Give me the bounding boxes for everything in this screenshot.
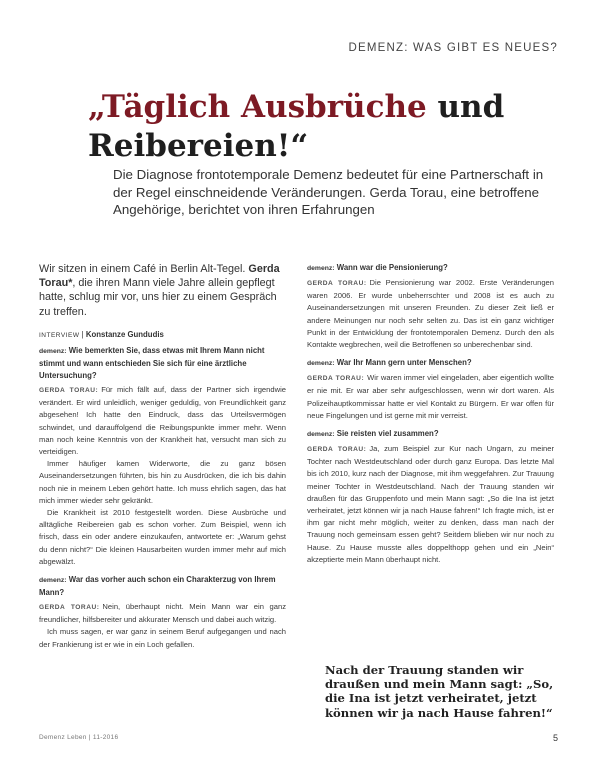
interview-answer xyxy=(39,384,286,568)
answer-text: Immer häufiger kamen Widerworte, die zu ganz bösen Auseinandersetzungen führten, bis hin zu Ausdrücken, die ich bis dahin noch nie in meinem Leben gehört hatte. Ich muss ehrlich sagen, das hat mich immer wieder sehr gekränkt. xyxy=(39,459,286,505)
answer-text: Für mich fällt auf, dass der Partner sich irgendwie verändert. Er wird unleidlich, weniger geduldig, von Freundlichkeit ganz abgesehen! Ich hatte den Eindruck, dass das Urteilsvermögen schwindet, und darauffolgend die Reibungspunkte immer mehr. Wenn man noch keine Kenntnis von der Krankheit hat, versucht man sich zu verteidigen. xyxy=(39,385,286,457)
question-key: demenz: xyxy=(307,265,335,272)
headline-accent: Täglich Ausbrüche xyxy=(101,89,427,125)
intro-name: Gerda Torau* xyxy=(39,263,280,290)
question-key: demenz: xyxy=(39,348,67,356)
interview-answer xyxy=(39,601,286,651)
answer-paragraph xyxy=(307,372,554,422)
interview-question xyxy=(307,262,554,275)
credit-sep: | xyxy=(79,329,86,339)
section-label: DEMENZ: WAS GIBT ES NEUES? xyxy=(348,42,558,54)
answer-text: Ja, zum Beispiel zur Kur nach Ungarn, zu meiner Tochter nach Westdeutschland oder durch ganz Europa. Das letzte Mal bis ich 2010, kurz nach der Diagnose, mit ihm weggefahren. Zur Trauung meiner Tochter in Westdeutschland. Nach der Trauung standen wir draußen für das Gruppenfoto und mein Mann sagt: „So die Ina ist jetzt verheiratet, jetzt können wir ja nach Hause fahren!“ Ich fragte mich, ist er ihm gar nicht mehr möglich, weiter zu denken, dass man nach der Trauung noch gemeinsam essen geht? Seitdem blieben wir nur noch zu Hause. Zu Hause musste alles doppelthopp gehen und ein „Nein“ akzeptierte mein Mann überhaupt nicht. xyxy=(307,444,554,564)
question-text: War das vorher auch schon ein Charakterzug von Ihrem Mann? xyxy=(39,575,276,598)
question-text: Wie bemerkten Sie, dass etwas mit Ihrem Mann nicht stimmt und wann entschieden Sie sich für eine ärztliche Untersuchung? xyxy=(39,346,265,381)
intro-paragraph xyxy=(39,262,286,319)
answer-paragraph xyxy=(39,507,286,568)
question-key: demenz: xyxy=(39,577,67,585)
pull-quote: Nach der Trauung standen wir draußen und mein Mann sagt: „So, die Ina ist jetzt verheiratet, jetzt können wir ja nach Hause fahren!“ xyxy=(325,663,554,720)
question-text: War Ihr Mann gern unter Menschen? xyxy=(336,358,472,368)
answer-text: Wir waren immer viel eingeladen, aber eigentlich wollte er nie mit. Er war aber sehr aufgeschlossen, wenn wir dort waren. Als Polizeihauptkommissar hatte er viel Kontakt zu Bürgern. Er war offen für neue Fingelungen und ist gerne mit mir verreist. xyxy=(307,373,554,420)
answer-text: Die Krankheit ist 2010 festgestellt worden. Diese Ausbrüche und alltägliche Reibereien gab es schon vorher. Zum Beispiel, wenn ich frisch, dass ein oder andere einzukaufen, antwortete er: „Warum gehst du denn nicht?“ Die kleinen Hausarbeiten wurden immer mehr auf mich abgewälzt. xyxy=(39,508,286,566)
speaker-label: GERDA TORAU: xyxy=(39,387,99,395)
interview-question xyxy=(307,357,554,370)
question-text: Sie reisten viel zusammen? xyxy=(336,429,439,439)
answer-paragraph xyxy=(39,384,286,458)
right-column xyxy=(307,262,554,572)
left-qa-blocks xyxy=(39,345,286,651)
question-key: demenz: xyxy=(307,431,335,439)
page-number: 5 xyxy=(552,733,558,743)
speaker-label: GERDA TORAU: xyxy=(39,604,100,612)
interview-question xyxy=(39,574,286,599)
speaker-label: GERDA TORAU: xyxy=(307,375,365,383)
answer-text: Die Pensionierung war 2002. Erste Veränderungen waren 2006. Er wurde unbeherrschter und 2008 ist es auch zu Auseinandersetzungen mit unseren Freunden. Zu dieser Zeit ließ er andere Meinungen nur noch sehr selten zu. Das ist ein ganz wichtiger Punkt in der Entwicklung der frontotemporalen Demenz. Durch den als Kontakte wegbrechen, weil die Betroffenen so unberechenbar sind. xyxy=(307,278,554,350)
answer-paragraph xyxy=(307,443,554,566)
left-column xyxy=(39,262,286,657)
credit-key: INTERVIEW xyxy=(39,331,80,339)
interview-question xyxy=(39,345,286,382)
question-key: demenz: xyxy=(307,360,335,368)
intro-text-after: , die ihren Mann viele Jahre allein gepflegt hatte, schlug mir vor, uns hier zu einem Gespräch zu treffen. xyxy=(39,277,277,318)
answer-paragraph xyxy=(307,277,554,351)
credit-name: Konstanze Gundudis xyxy=(85,329,164,339)
interview-credit xyxy=(39,329,286,342)
answer-paragraph xyxy=(39,601,286,626)
answer-text: Nein, überhaupt nicht. Mein Mann war ein ganz freundlicher, hilfsbereiter und akkurater Mensch und dabei auch witzig. xyxy=(39,602,287,625)
interview-answer xyxy=(307,372,554,422)
speaker-label: GERDA TORAU: xyxy=(307,280,367,287)
right-qa-blocks xyxy=(307,262,554,566)
question-text: Wann war die Pensionierung? xyxy=(336,263,448,272)
intro-text-before: Wir sitzen in einem Café in Berlin Alt-Tegel. xyxy=(39,263,249,275)
interview-question xyxy=(307,428,554,441)
answer-paragraph xyxy=(39,626,286,650)
answer-paragraph xyxy=(39,458,286,507)
headline-open-quote: „ xyxy=(88,89,102,125)
footer-publication: Demenz Leben | 11-2016 xyxy=(39,734,119,741)
headline-rest: und Reibereien!“ xyxy=(88,89,505,164)
headline xyxy=(88,88,558,166)
interview-answer xyxy=(307,443,554,566)
answer-text: Ich muss sagen, er war ganz in seinem Beruf aufgegangen und nach der Frankierung ist er wie in ein Loch gefallen. xyxy=(39,627,286,649)
interview-answer xyxy=(307,277,554,351)
speaker-label: GERDA TORAU: xyxy=(307,446,367,454)
lead-paragraph: Die Diagnose frontotemporale Demenz bedeutet für eine Partnerschaft in der Regel einschneidende Veränderungen. Gerda Torau, eine betroffene Angehörige, berichtet von ihren Erfahrungen xyxy=(113,167,544,217)
